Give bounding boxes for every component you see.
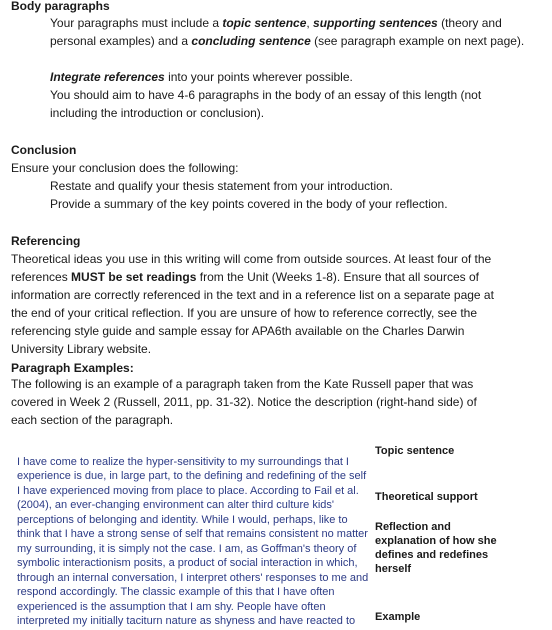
paragraph-examples-text: The following is an example of a paragraph taken from the Kate Russell paper that was covered in Week 2 (Russell, 2011, pp. 31-32). Notice the description (right-hand side) of each section of the paragraph. xyxy=(11,377,477,427)
label-topic-sentence: Topic sentence xyxy=(375,445,455,457)
referencing-heading: Referencing xyxy=(11,234,81,248)
conclusion-item-1: Restate and qualify your thesis statement from your introduction. xyxy=(50,179,393,193)
paragraph-examples-heading: Paragraph Examples: xyxy=(11,361,134,375)
body-paragraphs-heading: Body paragraphs xyxy=(11,0,110,13)
conclusion-heading: Conclusion xyxy=(11,143,77,157)
example-paragraph: I have come to realize the hyper-sensitivity to my surroundings that I experience is due, in large part, to the defining and redefining of the self I have experienced moving from place to place. According to Fail et al. (2004), an ever-changing environment can alter third culture kids' perceptions of belonging and identity. While I would, perhaps, like to think that I have a strong sense of self that remains consistent no matter my surrounding, it is simply not the case. I am, as Goffman's theory of symbolic interactionism posits, a product of social interaction in which, through an internal conversation, I interpret others' responses to me and respond accordingly. The classic example of this that I have often experienced is the assumption that I am shy. People have often interpreted my initially taciturn nature as shyness and have reacted to xyxy=(17,456,369,627)
label-theoretical-support: Theoretical support xyxy=(375,491,478,503)
conclusion-intro: Ensure your conclusion does the following: xyxy=(11,161,239,175)
label-example: Example xyxy=(375,611,421,623)
body-paragraphs-text-3: You should aim to have 4-6 paragraphs in the body of an essay of this length (not including the introduction or conclusion). xyxy=(50,88,482,120)
conclusion-item-2: Provide a summary of the key points covered in the body of your reflection. xyxy=(50,197,448,211)
body-paragraphs-text-2: Integrate references into your points wherever possible. xyxy=(50,70,353,84)
label-reflection: Reflection and explanation of how she defines and redefines herself xyxy=(375,521,497,575)
referencing-text: Theoretical ideas you use in this writing will come from outside sources. At least four of the references MUST be set readings from the Unit (Weeks 1-8). Ensure that all sources of information are correctly referenced in the text and in a reference list on a separate page at the end of your critical reflection. If you are unsure of how to reference correctly, see the referencing style guide and sample essay for APA6th available on the Charles Darwin University Library website. xyxy=(11,252,494,356)
body-paragraphs-text-1: Your paragraphs must include a topic sentence, supporting sentences (theory and personal examples) and a concluding sentence (see paragraph example on next page). xyxy=(50,16,525,48)
